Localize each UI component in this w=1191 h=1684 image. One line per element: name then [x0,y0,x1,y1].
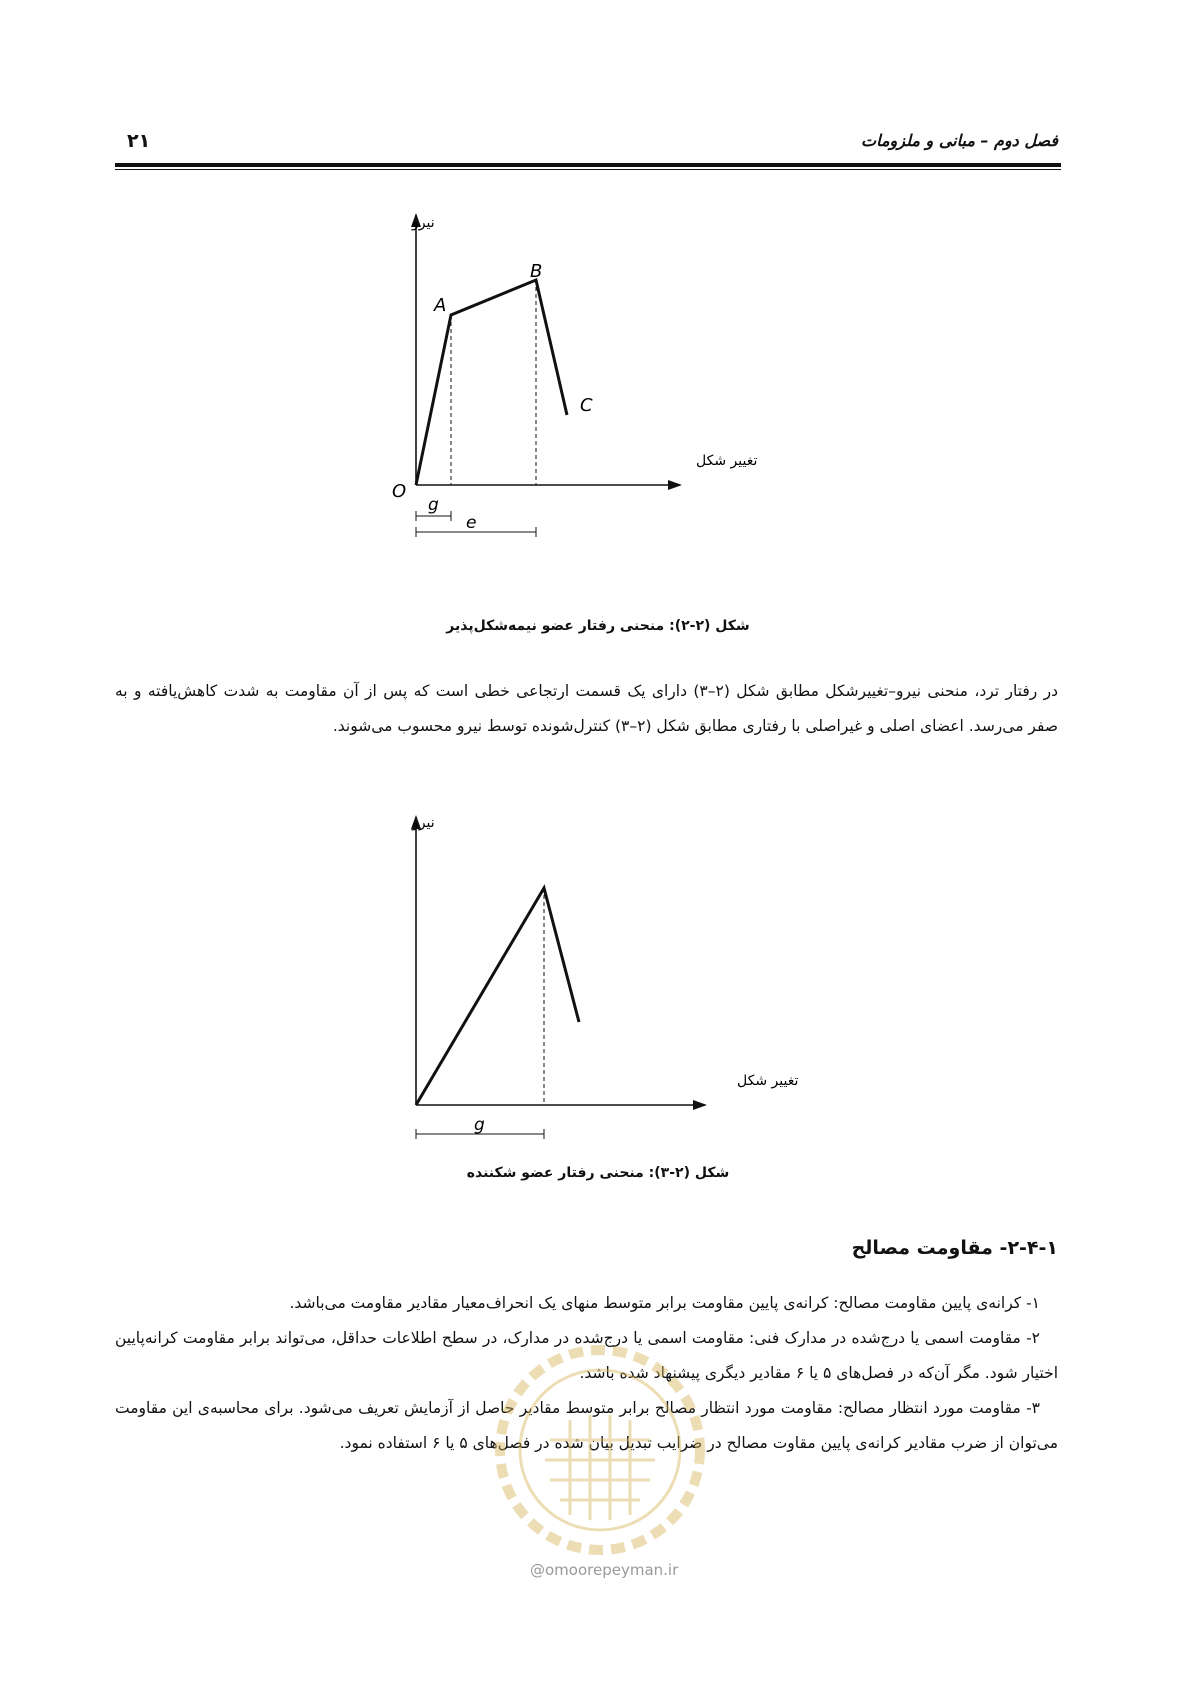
list-item: ۲- مقاومت اسمی یا درج‌شده در مدارک فنی: مقاومت اسمی یا درج‌شده در مدارک، در سطح اطلاعات حداقل، می‌تواند برابر مقاومت کرانه‌پایین اختیار شود. مگر آن‌که در فصل‌های ۵ یا ۶ مقادیر دیگری پیشنهاد شده باشد. [115,1329,1058,1382]
figure2-caption: شکل (۲-۳): منحنی رفتار عضو شکننده [466,1165,730,1181]
y-axis-label: نیرو [412,815,435,831]
point-label-c: C [580,395,593,416]
dim-label-g: g [474,1115,485,1135]
watermark-seal [480,1330,720,1570]
header-rule-thick [115,163,1061,167]
x-axis-label: تغییر شکل [696,453,758,469]
paragraph-text: در رفتار ترد، منحنی نیرو–تغییرشکل مطابق شکل (۲–۳) دارای یک قسمت ارتجاعی خطی است که پس از آن مقاومت به شدت کاهش‌یافته و به صفر می‌رسد. اعضای اصلی و غیراصلی با رفتاری مطابق شکل (۲–۳) کنترل‌شونده توسط نیرو محسوب می‌شوند. [115,682,1058,735]
list-item: ۱- کرانه‌ی پایین مقاومت مصالح: کرانه‌ی پایین مقاومت برابر متوسط منهای یک انحراف‌معیار مقادیر مقاومت می‌باشد. [289,1294,1040,1312]
dim-label-g: g [428,495,439,515]
y-axis-label: نیرو [412,215,435,231]
body-paragraph [115,674,1058,744]
figure1-caption: شکل (۲-۲): منحنی رفتار عضو نیمه‌شکل‌پذیر [446,618,750,634]
watermark-url: @omoorepeyman.ir [530,1561,679,1579]
figure-brittle-curve [385,805,799,1150]
force-deformation-curve [416,888,579,1105]
page-number: ۲۱ [127,130,151,152]
section-heading: ۲-۴-۱- مقاومت مصالح [851,1237,1058,1259]
running-header-title: فصل دوم – مبانی و ملزومات [861,131,1058,150]
point-label-a: A [434,295,447,316]
list-item: ۳- مقاومت مورد انتظار مصالح: مقاومت مورد انتظار مصالح برابر متوسط مقادیر حاصل از آزمایش تعریف می‌شود. برای محاسبه‌ی این مقاومت می‌توان از ضرب مقادیر کرانه‌ی پایین مقاوت مصالح در ضرایب تبدیل بیان شده در فصل‌های ۵ یا ۶ استفاده نمود. [115,1399,1058,1452]
point-label-o: O [392,481,407,502]
header-rule-thin [115,169,1061,170]
dim-label-e: e [466,513,477,533]
point-label-b: B [530,261,543,282]
figure-semi-ductile-curve [380,205,758,560]
x-axis-label: تغییر شکل [737,1073,799,1089]
